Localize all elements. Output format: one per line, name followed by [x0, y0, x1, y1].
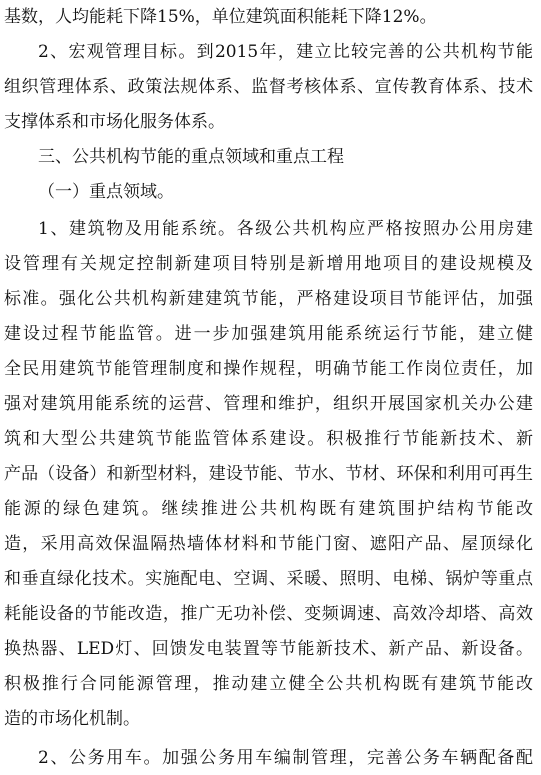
line-text: 支撑体系和市场化服务体系。 — [4, 112, 225, 132]
text-line-12 — [4, 389, 533, 419]
text-line-13 — [4, 424, 533, 454]
line-text: 和垂直绿化技术。实施配电、空调、采暖、照明、电梯、锅炉等重点 — [4, 569, 533, 589]
line-text: 组织管理体系、政策法规体系、监督考核体系、宣传教育体系、技术 — [4, 77, 533, 97]
heading-text: 三、公共机构节能的重点领域和重点工程 — [38, 147, 344, 167]
text-line-14 — [4, 459, 533, 489]
line-text: 积极推行合同能源管理，推动建立健全公共机构既有建筑节能改 — [4, 674, 533, 694]
text-line-7 — [38, 214, 533, 244]
line-text: 全民用建筑节能管理制度和操作规程，明确节能工作岗位责任，加 — [4, 359, 533, 379]
text-line-8 — [4, 249, 533, 279]
text-line-22 — [38, 743, 533, 773]
line-text: 设管理有关规定控制新建项目特别是新增用地项目的建设规模及 — [4, 254, 533, 274]
text-line-18 — [4, 599, 533, 629]
text-line-9 — [4, 284, 533, 314]
text-line-15 — [4, 494, 533, 524]
subsection-heading — [38, 177, 198, 207]
text-line-20 — [4, 669, 533, 699]
text-line-1 — [4, 2, 454, 32]
line-text: 造，采用高效保温隔热墙体材料和节能门窗、遮阳产品、屋顶绿化 — [4, 534, 533, 554]
line-text: 耗能设备的节能改造，推广无功补偿、变频调速、高效冷却塔、高效 — [4, 604, 533, 624]
line-text: 筑和大型公共建筑节能监管体系建设。积极推行节能新技术、新 — [4, 429, 533, 449]
text-line-19 — [4, 634, 533, 664]
line-text: 强对建筑用能系统的运营、管理和维护，组织开展国家机关办公建 — [4, 394, 533, 414]
line-text: 2、宏观管理目标。到2015年，建立比较完善的公共机构节能 — [38, 42, 533, 62]
line-text: 产品（设备）和新型材料，建设节能、节水、节材、环保和利用可再生 — [4, 464, 533, 484]
text-line-10 — [4, 319, 533, 349]
line-text: 建设过程节能监管。进一步加强建筑用能系统运行节能，建立健 — [4, 324, 533, 344]
text-line-2 — [38, 37, 533, 67]
text-line-17 — [4, 564, 533, 594]
line-text: 1、建筑物及用能系统。各级公共机构应严格按照办公用房建 — [38, 219, 533, 239]
section-heading — [38, 142, 378, 172]
line-text: 基数，人均能耗下降15%，单位建筑面积能耗下降12%。 — [4, 7, 437, 27]
line-text: 标准。强化公共机构新建建筑节能，严格建设项目节能评估，加强 — [4, 289, 533, 309]
heading-text: （一）重点领域。 — [38, 182, 174, 202]
line-text: 2、公务用车。加强公务用车编制管理，完善公务车辆配备配 — [38, 748, 533, 768]
text-line-4 — [4, 107, 254, 137]
text-line-3 — [4, 72, 533, 102]
text-line-16 — [4, 529, 533, 559]
text-line-11 — [4, 354, 533, 384]
line-text: 能源的绿色建筑。继续推进公共机构既有建筑围护结构节能改 — [4, 499, 533, 519]
text-line-21 — [4, 704, 184, 734]
line-text: 换热器、LED灯、回馈发电装置等节能新技术、新产品、新设备。 — [4, 639, 533, 659]
line-text: 造的市场化机制。 — [4, 709, 140, 729]
